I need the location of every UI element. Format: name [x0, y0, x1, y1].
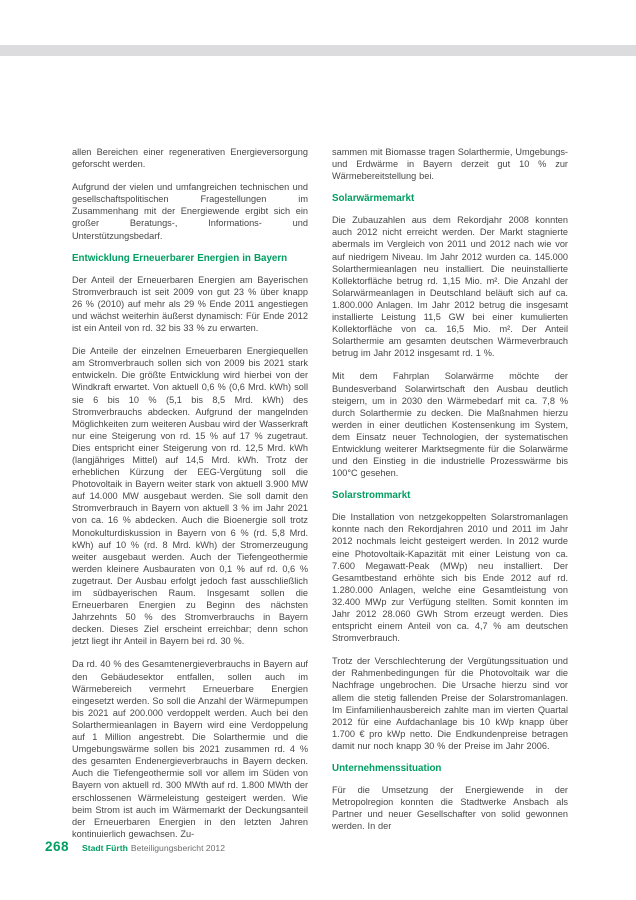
- body-paragraph: Die Installation von netzgekoppelten Solarstromanlagen konnte nach den Rekordjahren 2010 und 2011 im Jahr 2012 nochmals leicht gesteigert werden. In 2012 wurde eine Photovoltaik-Kapazität mit einer Leistung von ca. 7.600 Megawatt-Peak (MWp) neu installiert. Der Gesamtbestand erhöhte sich bis Ende 2012 auf rd. 1.280.000 Anlagen, welche eine Gesamtleistung von 32.400 MWp zur Verfügung stellten. Somit konnten im Jahr 2012 28.060 GWh Strom erzeugt werden. Dies entspricht einem Anteil von ca. 4,7 % am deutschen Stromverbrauch.: [332, 512, 568, 644]
- page-footer: [45, 839, 225, 854]
- right-column: [332, 146, 568, 851]
- content-area: [72, 146, 568, 851]
- body-paragraph: Trotz der Verschlechterung der Vergütungssituation und der Rahmenbedingungen für die Photovoltaik war die Nachfrage ungebrochen. Die Ursache hierzu sind vor allem die stetig fallenden Preise der Solarstromanlagen. Im Einfamilienhausbereich zahlte man im vierten Quartal 2012 für eine Aufdachanlage bis 10 kWp knapp über 1.700 € pro kWp netto. Die Endkundenpreise betragen damit nur noch knapp 30 % der Preise im Jahr 2006.: [332, 656, 568, 751]
- body-paragraph: sammen mit Biomasse tragen Solarthermie, Umgebungs- und Erdwärme in Bayern derzeit gut 10 % zur Wärmebereitstellung bei.: [332, 147, 568, 182]
- section-heading: Solarstrommarkt: [332, 490, 411, 502]
- section-heading: Entwicklung Erneuerbarer Energien in Bayern: [72, 252, 288, 264]
- left-column: [72, 146, 308, 851]
- page-number: 268: [45, 839, 70, 854]
- footer-report-title: Beteiligungsbericht 2012: [130, 843, 225, 853]
- body-paragraph: Für die Umsetzung der Energiewende in der Metropolregion konnten die Stadtwerke Ansbach als Partner und neuer Gesellschafter von solid gewonnen werden. In der: [332, 785, 568, 832]
- body-paragraph: Mit dem Fahrplan Solarwärme möchte der Bundesverband Solarwirtschaft den Ausbau deutlich steigern, um in 2030 den Wärmebedarf mit ca. 7,8 % durch Solarthermie zu decken. Die Maßnahmen hierzu werden in einer deutlichen Kostensenkung im System, dem Einsatz neuer Technologien, der systematischen Entwicklung weiterer Marktsegmente für die Solarwärme und den Einstieg in die industrielle Prozesswärme bis 100°C gesehen.: [332, 371, 568, 479]
- header-bar: [0, 45, 636, 56]
- body-paragraph: Der Anteil der Erneuerbaren Energien am Bayerischen Stromverbrauch ist seit 2009 von gut 23 % über knapp 26 % (2010) auf mehr als 29 % Ende 2011 angestiegen und wächst weiterhin äußerst dynamisch: Für Ende 2012 ist ein Anteil von rd. 32 bis 33 % zu erwarten.: [72, 274, 308, 334]
- body-paragraph: Aufgrund der vielen und umfangreichen technischen und gesellschaftspolitischen Fragestellungen im Zusammenhang mit der Energiewende ergibt sich ein großer Beratungs-, Informations- und Unterstützungsbedarf.: [72, 182, 308, 241]
- footer-publisher: Stadt Fürth: [82, 843, 128, 853]
- section-heading: Solarwärmemarkt: [332, 193, 415, 205]
- section-heading: Unternehmenssituation: [332, 763, 442, 775]
- body-paragraph: Da rd. 40 % des Gesamtenergieverbrauchs in Bayern auf den Gebäudesektor entfallen, sollen auch im Wärmebereich vermehrt Erneuerbare Energien eingesetzt werden. So soll die Anzahl der Wärmepumpen bis 2021 auf 200.000 verdoppelt werden. Auch bei den Solarthermieanlagen in Bayern wird eine Verdoppelung auf 1 Million angestrebt. Die Solarthermie und die Umgebungswärme sollen bis 2021 zusammen rd. 4 % des gesamten Endenergieverbrauchs in Bayern decken. Auch die Tiefengeothermie soll vor allem im Süden von Bayern von aktuell rd. 300 MWth auf rd. 1.800 MWth der erschlossenen Wärmeleistung gesteigert werden. Wie beim Strom ist auch im Wärmemarkt der Deckungsanteil der Erneuerbaren Energien in den letzten Jahren kontinuierlich gewachsen. Zu-: [72, 659, 308, 839]
- body-paragraph: Die Anteile der einzelnen Erneuerbaren Energiequellen am Stromverbrauch sollen sich von 2009 bis 2021 stark entwickeln. Die größte Entwicklung wird hierbei von der Windkraft erwartet. Von aktuell 0,6 % (0,6 Mrd. kWh) soll sie 6 bis 10 % (5,1 bis 8,5 Mrd. kWh) des Stromverbrauchs abdecken. Aufgrund der mangelnden Möglichkeiten zum weiteren Ausbau wird der Wasserkraft nur eine Steigerung von rd. 15 % auf 17 % zugetraut. Dies entspricht einer Steigerung von rd. 12,5 Mrd. kWh (langjähriges Mittel) auf 14,5 Mrd. kWh. Trotz der erheblichen Kürzung der EEG-Vergütung soll die Photovoltaik in Bayern weiter stark von aktuell 3.900 MW auf 14.000 MW ausgebaut werden. Sie soll damit den Stromverbrauch in Bayern von aktuell 3 % im Jahr 2021 von ca. 16 % abdecken. Auch die Bioenergie soll trotz Monokulturdiskussion in Bayern von 6 % (rd. 5,8 Mrd. kWh) auf 10 % (rd. 8 Mrd. kWh) der Stromerzeugung weiter ausgebaut werden. Auch der Tiefengeothermie werden kleinere Ausbauraten von 0,1 % auf rd. 0,6 % zugetraut. Der Ausbau erfolgt jedoch fast ausschließlich im südbayerischen Raum. Insgesamt sollen die Erneuerbaren Energien zu Beginn des nächsten Jahrzehnts 50 % des Stromverbrauchs in Bayern decken. Dieses Ziel erscheint erreichbar; denn schon jetzt liegt ihr Anteil in Bayern bei rd. 30 %.: [72, 346, 308, 647]
- body-paragraph: allen Bereichen einer regenerativen Energieversorgung geforscht werden.: [72, 147, 308, 170]
- body-paragraph: Die Zubauzahlen aus dem Rekordjahr 2008 konnten auch 2012 nicht erreicht werden. Der Markt stagnierte abermals im Vergleich von 2011 und 2012 nach wie vor auf niedrigem Niveau. Im Jahr 2012 wurden ca. 145.000 Solarthermieanlagen neu installiert. Die neuinstallierte Kollektorfläche betrug rd. 1,15 Mio. m². Die Anzahl der Solarwärmeanlagen in Deutschland beläuft sich auf ca. 1.800.000 Anlagen. Im Jahr 2012 betrug die insgesamt installierte Leistung 11,5 GW bei einer kumulierten Kollektorfläche von ca. 16,5 Mio. m². Der Anteil Solarthermie am gesamten deutschen Wärmeverbrauch betrug im Jahr 2012 insgesamt rd. 1 %.: [332, 215, 568, 359]
